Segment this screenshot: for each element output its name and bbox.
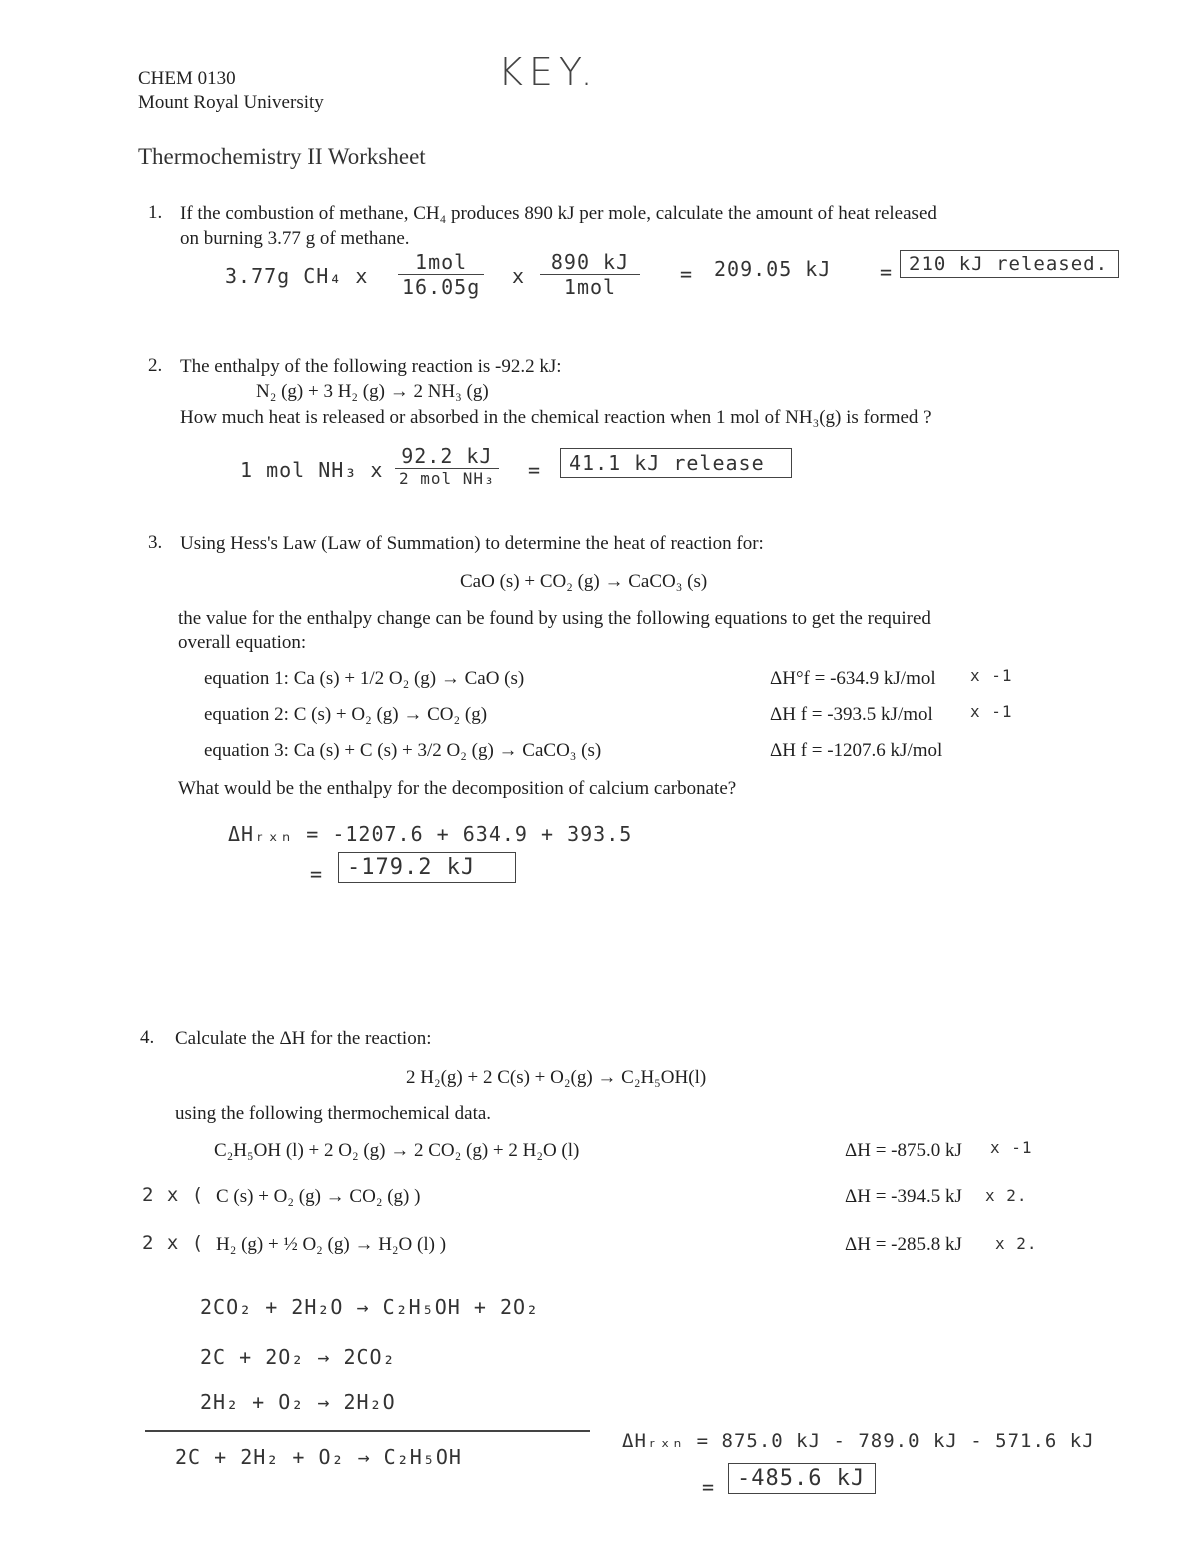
q1-frac1-denominator: 16.05g: [402, 275, 481, 299]
q4-work-line-2: 2C + 2O₂ → 2CO₂: [200, 1345, 396, 1369]
q2-text-line1: The enthalpy of the following reaction is -92.2 kJ:: [180, 356, 562, 377]
q2-equals: =: [528, 458, 542, 482]
q1-answer-box: 210 kJ released.: [900, 250, 1119, 278]
q4-work-line-3: 2H₂ + O₂ → 2H₂O: [200, 1390, 396, 1414]
q3-equation-1-note: x -1: [970, 666, 1013, 685]
q1-text-line1: If the combustion of methane, CH₄ produces 890 kJ per mole, calculate the amount of heat released: [180, 203, 937, 224]
q1-number: 1.: [148, 202, 163, 223]
q4-data-1-note: x -1: [990, 1138, 1033, 1157]
q4-calc: ΔHᵣₓₙ = 875.0 kJ - 789.0 kJ - 571.6 kJ: [622, 1430, 1095, 1452]
q4-data-2-eq: C (s) + O₂ (g) → CO₂ (g) ): [216, 1186, 421, 1207]
q4-data-2-note: x 2.: [985, 1186, 1028, 1205]
institution-name: Mount Royal University: [138, 92, 324, 113]
q2-reaction: N₂ (g) + 3 H₂ (g) → 2 NH₃ (g): [256, 381, 489, 402]
q3-number: 3.: [148, 532, 163, 553]
q3-equation-1-dh: ΔH°f = -634.9 kJ/mol: [770, 668, 936, 689]
q4-number: 4.: [140, 1027, 155, 1048]
q2-frac-denominator: 2 mol NH₃: [399, 469, 495, 488]
q3-text-line3: overall equation:: [178, 632, 307, 653]
q4-net-reaction: 2C + 2H₂ + O₂ → C₂H₅OH: [175, 1445, 462, 1469]
q4-data-3-prefix: 2 x (: [142, 1232, 205, 1254]
q4-data-3-note: x 2.: [995, 1234, 1038, 1253]
q4-reaction: 2 H₂(g) + 2 C(s) + O₂(g) → C₂H₅OH(l): [406, 1067, 707, 1088]
q1-work-start: 3.77g CH₄ x: [225, 264, 369, 288]
q4-data-3-eq: H₂ (g) + ½ O₂ (g) → H₂O (l) ): [216, 1234, 447, 1255]
q3-work-equals: =: [310, 862, 324, 886]
q3-question: What would be the enthalpy for the decomposition of calcium carbonate?: [178, 778, 737, 799]
q1-answer-equals: =: [880, 260, 894, 284]
q4-sum-line: [145, 1430, 590, 1432]
q3-equation-3: equation 3: Ca (s) + C (s) + 3/2 O₂ (g) → CaCO₃ (s): [204, 740, 602, 761]
q2-text-line2: How much heat is released or absorbed in the chemical reaction when 1 mol of NH₃(g) is formed ?: [180, 407, 932, 428]
q2-number: 2.: [148, 355, 163, 376]
q1-frac2-denominator: 1mol: [563, 275, 617, 299]
q1-text-line2: on burning 3.77 g of methane.: [180, 228, 410, 249]
q1-equals: =: [680, 262, 694, 286]
q4-data-1-dh: ΔH = -875.0 kJ: [845, 1140, 962, 1161]
q4-data-2-dh: ΔH = -394.5 kJ: [845, 1186, 962, 1207]
q4-text-line2: using the following thermochemical data.: [175, 1103, 492, 1124]
page-title: Thermochemistry II Worksheet: [138, 144, 426, 169]
q4-data-3-dh: ΔH = -285.8 kJ: [845, 1234, 962, 1255]
q2-frac-numerator: 92.2 kJ: [395, 444, 499, 469]
q3-text-line2: the value for the enthalpy change can be found by using the following equations to get the required: [178, 608, 931, 629]
q1-fraction-1: [398, 250, 484, 299]
q2-fraction: [395, 444, 499, 488]
q3-reaction: CaO (s) + CO₂ (g) → CaCO₃ (s): [460, 571, 708, 592]
q1-frac2-numerator: 890 kJ: [540, 250, 640, 275]
q1-frac1-numerator: 1mol: [398, 250, 484, 275]
q3-text-line1: Using Hess's Law (Law of Summation) to determine the heat of reaction for:: [180, 533, 764, 554]
q4-answer-box: -485.6 kJ: [728, 1463, 876, 1494]
q4-calc-equals: =: [702, 1475, 716, 1499]
q1-times: x: [512, 264, 526, 288]
q4-data-2-prefix: 2 x (: [142, 1184, 205, 1206]
q4-text-line1: Calculate the ΔH for the reaction:: [175, 1028, 432, 1049]
q3-work-line: ΔHᵣₓₙ = -1207.6 + 634.9 + 393.5: [228, 822, 633, 846]
course-code: CHEM 0130: [138, 68, 236, 89]
q1-fraction-2: [540, 250, 640, 299]
q2-work-start: 1 mol NH₃ x: [240, 458, 384, 482]
q3-equation-3-dh: ΔH f = -1207.6 kJ/mol: [770, 740, 943, 761]
q2-answer-box: 41.1 kJ release: [560, 448, 792, 478]
q3-equation-1: equation 1: Ca (s) + 1/2 O₂ (g) → CaO (s): [204, 668, 525, 689]
q4-data-1-eq: C₂H₅OH (l) + 2 O₂ (g) → 2 CO₂ (g) + 2 H₂O (l): [214, 1140, 580, 1161]
q3-equation-2-dh: ΔH f = -393.5 kJ/mol: [770, 704, 933, 725]
key-handwritten-mark: KEY.: [498, 50, 599, 94]
q3-answer-box: -179.2 kJ: [338, 852, 516, 883]
q3-equation-2: equation 2: C (s) + O₂ (g) → CO₂ (g): [204, 704, 488, 725]
q1-intermediate-result: 209.05 kJ: [714, 257, 832, 281]
q4-work-line-1: 2CO₂ + 2H₂O → C₂H₅OH + 2O₂: [200, 1295, 540, 1319]
q3-equation-2-note: x -1: [970, 702, 1013, 721]
